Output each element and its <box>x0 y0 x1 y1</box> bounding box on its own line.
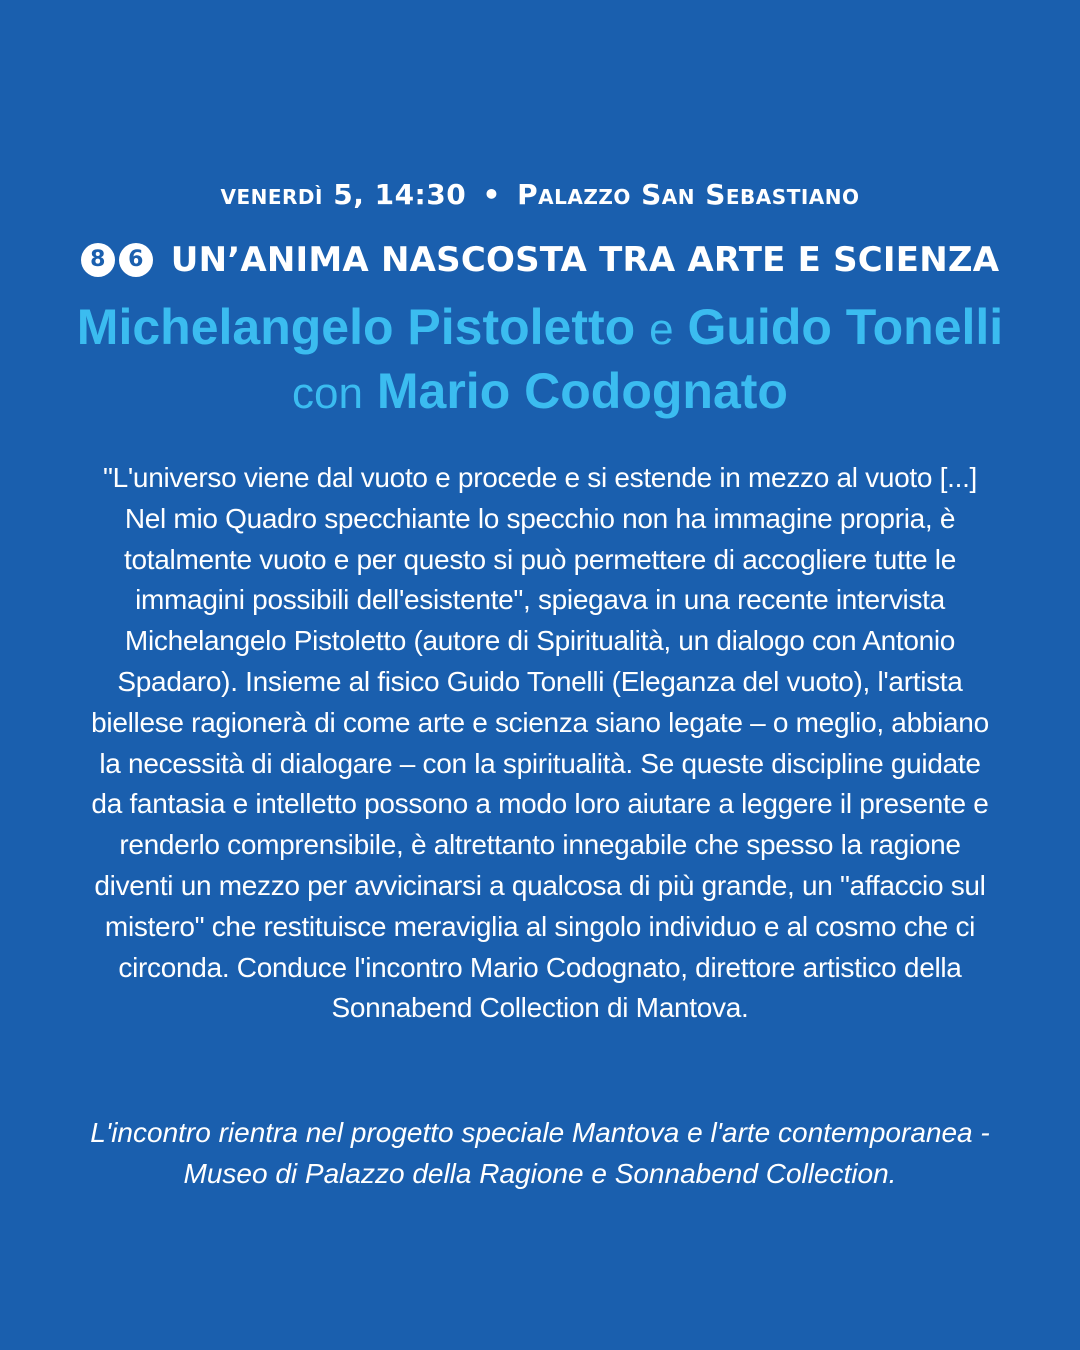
speaker-name: Michelangelo Pistoletto <box>76 299 636 355</box>
event-dateline <box>0 178 1080 211</box>
event-note: L'incontro rientra nel progetto speciale Mantova e l'arte contemporanea - Museo di Palazzo della Ragione e Sonnabend Collection. <box>90 1117 990 1189</box>
event-number-badge: 8 <box>81 243 115 277</box>
event-description: "L'universo viene dal vuoto e procede e si estende in mezzo al vuoto [...] Nel mio Quadro specchiante lo specchio non ha immagine propria, è totalmente vuoto e per questo si può permettere di accogliere tutte le immagini possibili dell'esistente", spiegava in una recente intervista Michelangelo Pistoletto (autore di Spiritualità, un dialogo con Antonio Spadaro). Insieme al fisico Guido Tonelli (Eleganza del vuoto), l'artista biellese ragionerà di come arte e scienza siano legate – o meglio, abbiano la necessità di dialogare – con la spiritualità. Se queste discipline guidate da fantasia e intelletto possono a modo loro aiutare a leggere il presente e renderlo comprensibile, è altrettanto innegabile che spesso la ragione diventi un mezzo per avvicinarsi a qualcosa di più grande, un "affaccio sul mistero" che restituisce meraviglia al singolo individuo e al cosmo che ci circonda. Conduce l'incontro Mario Codognato, direttore artistico della Sonnabend Collection di Mantova. <box>91 462 989 1024</box>
event-title: UN’ANIMA NASCOSTA TRA ARTE E SCIENZA <box>170 240 1000 280</box>
event-date-time: venerdì 5, 14:30 <box>220 178 467 211</box>
speaker-name: Guido Tonelli <box>687 299 1004 355</box>
conjunction-and: e <box>649 305 674 354</box>
conjunction-with: con <box>292 369 363 418</box>
moderator-line <box>0 358 1080 427</box>
event-venue: Palazzo San Sebastiano <box>517 178 860 211</box>
speakers-line <box>0 294 1080 363</box>
event-title-row <box>0 240 1080 280</box>
bullet-separator: • <box>482 178 501 211</box>
event-number-badge: 6 <box>119 243 153 277</box>
moderator-name: Mario Codognato <box>376 363 788 419</box>
